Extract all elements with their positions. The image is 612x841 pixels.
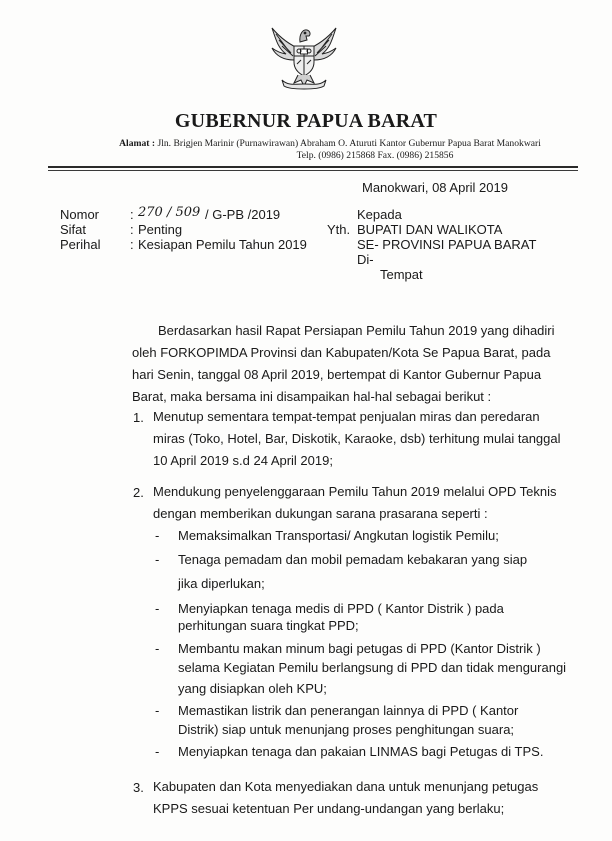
nomor-colon: : [130,207,134,222]
nomor-suffix: / G-PB /2019 [205,207,281,222]
letterhead-rule-thin [48,170,578,171]
sifat-colon: : [130,222,134,237]
item-1-line-2: miras (Toko, Hotel, Bar, Diskotik, Karaoke, dsb) terhitung mulai tanggal [153,431,561,446]
perihal-label: Perihal [60,237,101,252]
recipient-yth: Yth. [327,222,351,237]
item-2-line-1: Mendukung penyelenggaraan Pemilu Tahun 2019 melalui OPD Teknis [153,484,557,499]
intro-line-4: Barat, maka bersama ini disampaikan hal-hal sebagai berikut : [132,389,492,404]
bullet-1-mark: - [155,528,160,543]
nomor-handwritten: 270 / 509 [138,205,201,220]
item-3-line-2: KPPS sesuai ketentuan Per undang-undangan yang berlaku; [153,801,505,816]
bullet-2-mark: - [155,552,160,567]
bullet-4-line-2: selama Kegiatan Pemilu berlangsung di PPD dan tidak mengurangi [178,660,567,675]
address-label: Alamat : [119,138,156,149]
bullet-5-line-1: Memastikan listrik dan penerangan lainnya di PPD ( Kantor [178,703,519,718]
bullet-5-mark: - [155,703,160,718]
perihal-value: Kesiapan Pemilu Tahun 2019 [138,237,307,252]
nomor-label: Nomor [60,207,100,222]
recipient-kepada: Kepada [357,207,402,222]
bullet-3-line-2: perhitungan suara tingkat PPD; [178,618,359,633]
letterhead-title: GUBERNUR PAPUA BARAT [174,110,438,132]
item-1-number: 1. [133,410,144,425]
intro-line-1: Berdasarkan hasil Rapat Persiapan Pemilu Tahun 2019 yang dihadiri [158,323,555,338]
phone-fax: Telp. (0986) 215868 Fax. (0986) 215856 [296,150,454,161]
intro-line-3: hari Senin, tanggal 08 April 2019, bertempat di Kantor Gubernur Papua [132,367,542,382]
bullet-2-line-1: Tenaga pemadam dan mobil pemadam kebakaran yang siap [178,552,528,567]
recipient-line3: Di- [357,252,374,267]
item-3-number: 3. [133,780,144,795]
item-2-line-2: dengan memberikan dukungan sarana prasarana seperti : [153,506,488,521]
bullet-5-line-2: Distrik) siap untuk menunjang proses penghitungan suara; [178,722,515,737]
item-3-line-1: Kabupaten dan Kota menyediakan dana untuk menunjang petugas [153,779,539,794]
bullet-6-mark: - [155,744,160,759]
garuda-emblem-icon [266,20,342,90]
bullet-3-mark: - [155,601,160,616]
perihal-colon: : [130,237,134,252]
bullet-2-line-2: jika diperlukan; [178,576,265,591]
sifat-label: Sifat [60,222,87,237]
item-1-line-1: Menutup sementara tempat-tempat penjualan miras dan peredaran [153,409,540,424]
bullet-4-line-3: yang disiapkan oleh KPU; [178,681,327,696]
intro-line-2: oleh FORKOPIMDA Provinsi dan Kabupaten/Kota Se Papua Barat, pada [132,345,551,360]
recipient-line1: BUPATI DAN WALIKOTA [357,222,503,237]
item-2-number: 2. [133,485,144,500]
sifat-value: Penting [138,222,183,237]
address-text: Jln. Brigjen Marinir (Purnawirawan) Abraham O. Aturuti Kantor Gubernur Papua Barat Manokwari [157,138,541,149]
bullet-4-mark: - [155,641,160,656]
letterhead-rule-thick [48,166,578,168]
recipient-line2: SE- PROVINSI PAPUA BARAT [357,237,537,252]
bullet-3-line-1: Menyiapkan tenaga medis di PPD ( Kantor Distrik ) pada [178,601,504,616]
letterhead-address [100,138,560,162]
bullet-1-line-1: Memaksimalkan Transportasi/ Angkutan logistik Pemilu; [178,528,499,543]
bullet-4-line-1: Membantu makan minum bagi petugas di PPD (Kantor Distrik ) [178,641,541,656]
place-date: Manokwari, 08 April 2019 [362,180,508,195]
recipient-line4: Tempat [380,267,423,282]
item-1-line-3: 10 April 2019 s.d 24 April 2019; [153,453,333,468]
bullet-6-line-1: Menyiapkan tenaga dan pakaian LINMAS bagi Petugas di TPS. [178,744,544,759]
